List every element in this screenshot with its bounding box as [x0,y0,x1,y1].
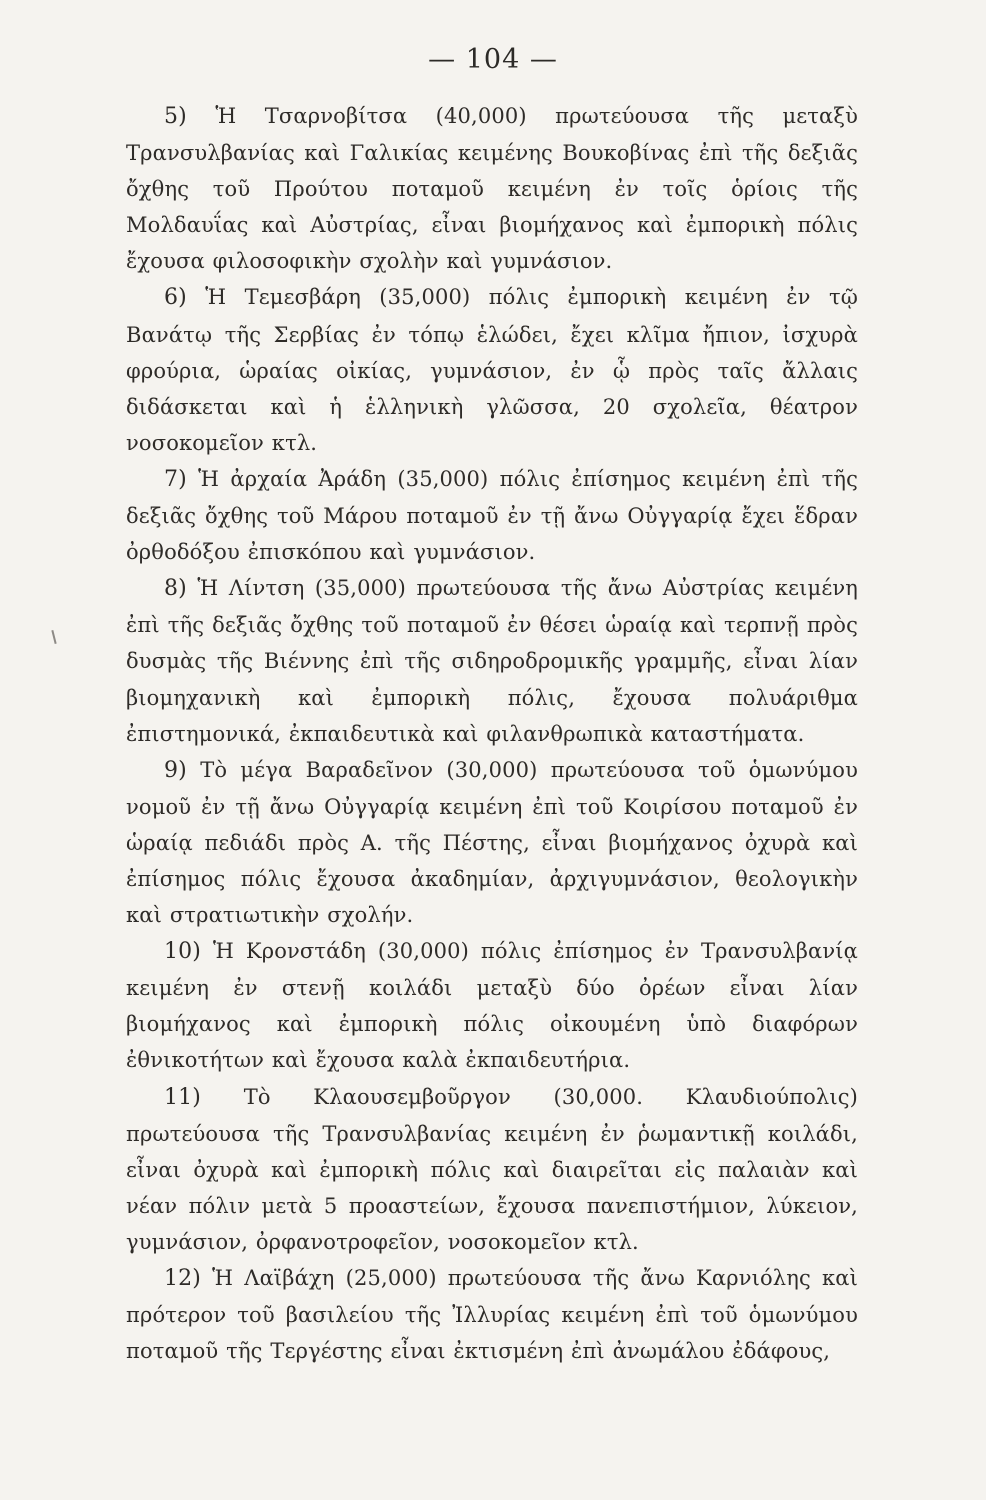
entry-12 [126,1260,858,1369]
entry-text: Ἡ ἀρχαία Ἀράδη (35,000) πόλις ἐπίσημος κειμένη ἐπὶ τῆς δεξιᾶς ὄχθης τοῦ Μάρου ποταμοῦ ἐν τῇ ἄνω Οὐγγαρίᾳ ἔχει ἕδραν ὀρθοδόξου ἐπισκόπου καὶ γυμνάσιον. [126,466,858,565]
entry-text: Ἡ Τσαρνοβίτσα (40,000) πρωτεύουσα τῆς μεταξὺ Τρανσυλβανίας καὶ Γαλικίας κειμένης Βουκοβίνας ἐπὶ τῆς δεξιᾶς ὄχθης τοῦ Προύτου ποταμοῦ κειμένη ἐν τοῖς ὁρίοις τῆς Μολδαυΐας καὶ Αὐστρίας, εἶναι βιομήχανος καὶ ἐμπορικὴ πόλις ἔχουσα φιλοσοφικὴν σχολὴν καὶ γυμνάσιον. [126,104,858,274]
entry-number: 8) [164,576,187,602]
entry-10 [126,933,858,1078]
entry-number: 6) [164,285,187,311]
margin-mark [51,630,56,644]
entry-text: Τὸ μέγα Βαραδεῖνον (30,000) πρωτεύουσα τοῦ ὁμωνύμου νομοῦ ἐν τῇ ἄνω Οὐγγαρίᾳ κειμένη ἐπὶ τοῦ Κοιρίσου ποταμοῦ ἐν ὡραίᾳ πεδιάδι πρὸς Α. τῆς Πέστης, εἶναι βιομήχανος ὀχυρὰ καὶ ἐπίσημος πόλις ἔχουσα ἀκαδημίαν, ἀρχιγυμνάσιον, θεολογικὴν καὶ στρατιωτικὴν σχολήν. [126,757,858,928]
entry-number: 9) [164,757,187,783]
entry-number: 10) [164,939,202,965]
entry-text: Τὸ Κλαουσεμβοῦργον (30,000. Κλαυδιούπολις) πρωτεύουσα τῆς Τρανσυλβανίας κειμένη ἐν ῥωμαντικῇ κοιλάδι, εἶναι ὀχυρὰ καὶ ἐμπορικὴ πόλις καὶ διαιρεῖται εἰς παλαιὰν καὶ νέαν πόλιν μετὰ 5 προαστείων, ἔχουσα πανεπιστήμιον, λύκειον, γυμνάσιον, ὀρφανοτροφεῖον, νοσοκομεῖον κτλ. [126,1084,859,1254]
entry-9 [126,752,858,933]
entry-number: 7) [164,466,187,492]
page-number: — 104 — [428,44,558,75]
entry-number: 11) [164,1084,202,1110]
entry-text: Ἡ Τεμεσβάρη (35,000) πόλις ἐμπορικὴ κειμένη ἐν τῷ Βανάτῳ τῆς Σερβίας ἐν τόπῳ ἑλώδει, ἔχει κλῖμα ἤπιον, ἰσχυρὰ φρούρια, ὡραίας οἰκίας, γυμνάσιον, ἐν ᾧ πρὸς ταῖς ἄλλαις διδάσκεται καὶ ἡ ἑλληνικὴ γλῶσσα, 20 σχολεῖα, θέατρον νοσοκομεῖον κτλ. [126,285,858,455]
entry-text: Ἡ Λίντση (35,000) πρωτεύουσα τῆς ἄνω Αὐστρίας κειμένη ἐπὶ τῆς δεξιᾶς ὄχθης τοῦ ποταμοῦ ἐν θέσει ὡραίᾳ καὶ τερπνῇ πρὸς δυσμὰς τῆς Βιέννης ἐπὶ τῆς σιδηροδρομικῆς γραμμῆς, εἶναι λίαν βιομηχανικὴ καὶ ἐμπορικὴ πόλις, ἔχουσα πολυάριθμα ἐπιστημονικά, ἐκπαιδευτικὰ καὶ φιλανθρωπικὰ καταστήματα. [126,576,859,746]
entry-11 [126,1079,858,1260]
entry-text: Ἡ Λαϊβάχη (25,000) πρωτεύουσα τῆς ἄνω Καρνιόλης καὶ πρότερον τοῦ βασιλείου τῆς Ἰλλυρίας κειμένη ἐπὶ τοῦ ὁμωνύμου ποταμοῦ τῆς Τεργέστης εἶναι ἐκτισμένη ἐπὶ ἀνωμάλου ἐδάφους, [126,1266,858,1364]
entry-7 [126,461,858,570]
entry-6 [126,279,858,460]
entry-number: 12) [164,1266,202,1291]
entry-text: Ἡ Κρονστάδη (30,000) πόλις ἐπίσημος ἐν Τρανσυλβανίᾳ κειμένη ἐν στενῇ κοιλάδι μεταξὺ δύο ὀρέων εἶναι λίαν βιομήχανος καὶ ἐμπορικὴ πόλις οἰκουμένη ὑπὸ διαφόρων ἐθνικοτήτων καὶ ἔχουσα καλὰ ἐκπαιδευτήρια. [126,939,858,1073]
page-body-text [126,98,858,1369]
entry-5 [126,98,858,279]
entry-number: 5) [164,104,187,129]
entry-8 [126,570,858,751]
